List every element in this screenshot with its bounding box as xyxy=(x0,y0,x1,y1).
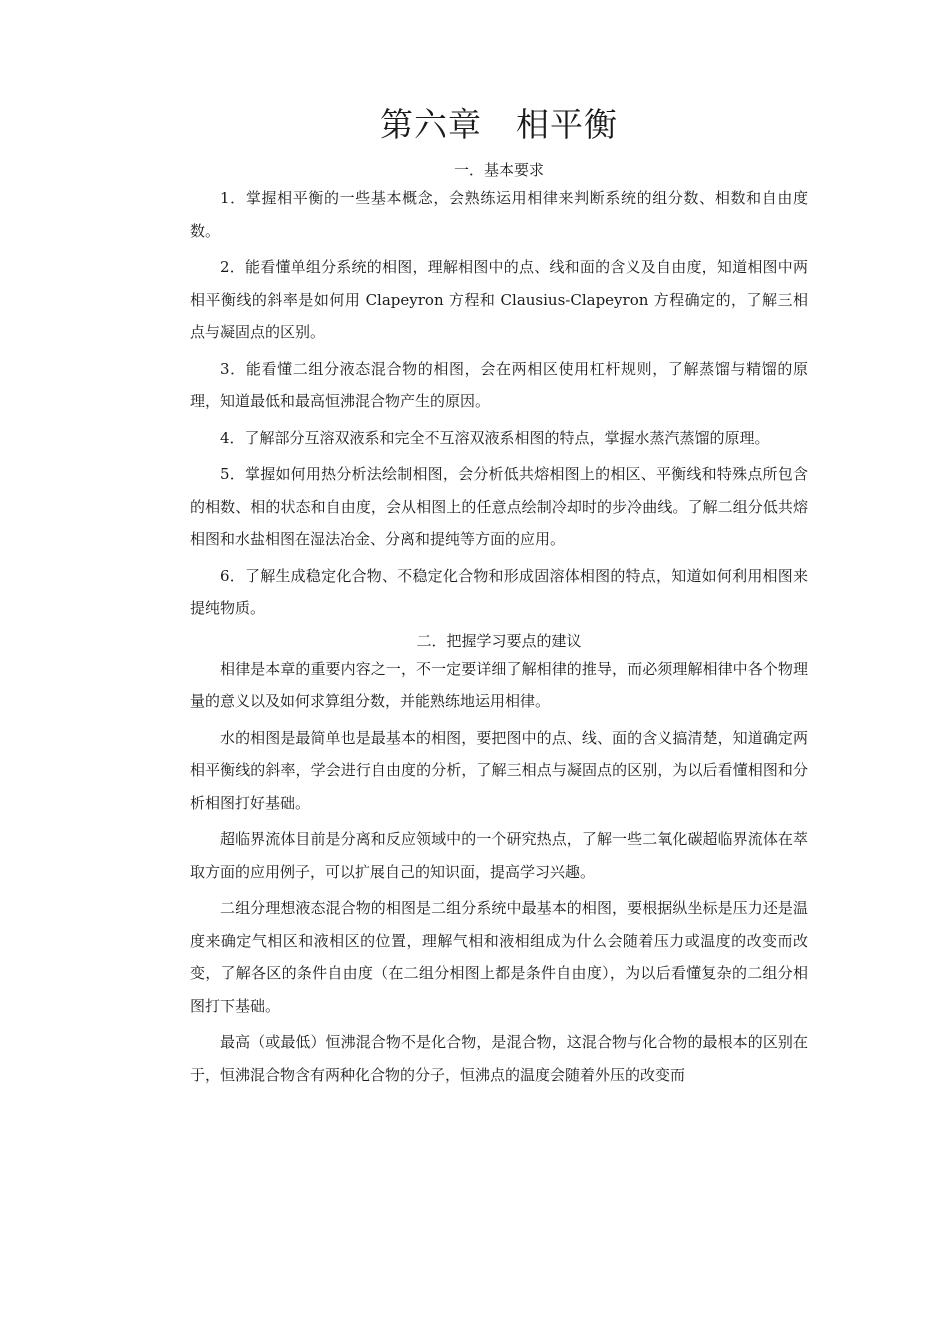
item-number: 4． xyxy=(220,428,245,447)
study-tip-paragraph: 二组分理想液态混合物的相图是二组分系统中最基本的相图，要根据纵坐标是压力还是温度来确定气相区和液相区的位置，理解气相和液相组成为什么会随着压力或温度的改变而改变，了解各区的条件自由度（在二组分相图上都是条件自由度），为以后看懂复杂的二组分相图打下基础。 xyxy=(190,899,808,1015)
item-number: 5． xyxy=(220,465,245,483)
study-tip-paragraph: 相律是本章的重要内容之一，不一定要详细了解相律的推导，而必须理解相律中各个物理量的意义以及如何求算组分数，并能熟练地运用相律。 xyxy=(190,659,808,710)
item-number: 1． xyxy=(220,189,246,207)
item-text: 了解部分互溶双液系和完全不互溶双液系相图的特点，掌握水蒸汽蒸馏的原理。 xyxy=(244,428,770,447)
requirement-item xyxy=(190,182,808,247)
item-text: 能看懂单组分系统的相图，理解相图中的点、线和面的含义及自由度，知道相图中两相平衡线的斜率是如何用 Clapeyron 方程和 Clausius-Clapeyron 方程确定的，了解三相点与凝固点的区别。 xyxy=(190,258,808,341)
chapter-number: 第六章 xyxy=(380,105,482,144)
item-text: 能看懂二组分液态混合物的相图，会在两相区使用杠杆规则，了解蒸馏与精馏的原理，知道最低和最高恒沸混合物产生的原因。 xyxy=(190,359,808,410)
item-text: 掌握如何用热分析法绘制相图，会分析低共熔相图上的相区、平衡线和特殊点所包含的相数、相的状态和自由度，会从相图上的任意点绘制冷却时的步冷曲线。了解二组分低共熔相图和水盐相图在湿法冶金、分离和提纯等方面的应用。 xyxy=(190,465,808,548)
study-tip-paragraph: 最高（或最低）恒沸混合物不是化合物，是混合物，这混合物与化合物的最根本的区别在于，恒沸混合物含有两种化合物的分子，恒沸点的温度会随着外压的改变而 xyxy=(190,1033,808,1084)
item-text: 了解生成稳定化合物、不稳定化合物和形成固溶体相图的特点，知道如何利用相图来提纯物质。 xyxy=(190,566,808,617)
requirement-item xyxy=(190,251,808,349)
study-tip-paragraph: 水的相图是最简单也是最基本的相图，要把图中的点、线、面的含义搞清楚，知道确定两相平衡线的斜率，学会进行自由度的分析，了解三相点与凝固点的区别，为以后看懂相图和分析相图打好基础。 xyxy=(190,728,808,812)
item-number: 6． xyxy=(220,566,245,585)
section-heading-requirements: 一．基本要求 xyxy=(453,161,544,179)
study-tip-paragraph: 超临界流体目前是分离和反应领域中的一个研究热点，了解一些二氧化碳超临界流体在萃取方面的应用例子，可以扩展自己的知识面，提高学习兴趣。 xyxy=(190,830,808,881)
requirement-item xyxy=(190,458,808,556)
chapter-title xyxy=(190,100,808,150)
item-number: 3． xyxy=(220,359,246,378)
requirement-item xyxy=(190,422,808,455)
item-text: 掌握相平衡的一些基本概念，会熟练运用相律来判断系统的组分数、相数和自由度数。 xyxy=(190,189,808,240)
section-heading-study-tips: 二．把握学习要点的建议 xyxy=(416,631,582,650)
requirement-item xyxy=(190,353,808,418)
chapter-name: 相平衡 xyxy=(516,105,618,144)
requirement-item xyxy=(190,560,808,625)
document-page xyxy=(190,100,808,1091)
item-number: 2． xyxy=(220,258,245,276)
